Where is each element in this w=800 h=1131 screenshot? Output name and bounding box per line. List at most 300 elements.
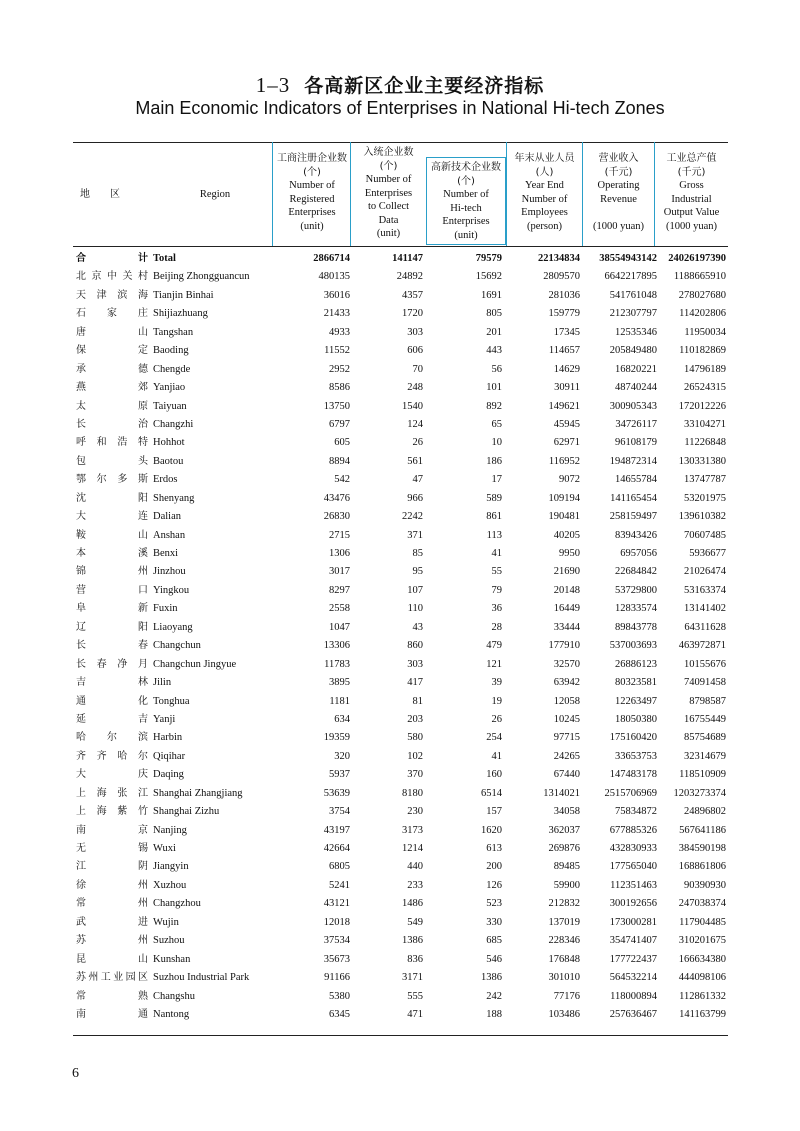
output-cell: 21026474 [684, 566, 726, 578]
employees-cell: 1314021 [543, 787, 580, 799]
revenue-cell: 2515706969 [604, 787, 657, 799]
revenue-cell: 22684842 [615, 566, 657, 578]
header-collected: 入统企业数 (个) Number of Enterprises to Collect Data (unit) [363, 147, 414, 239]
region-en-cell: Tangshan [153, 326, 194, 338]
revenue-cell: 677885326 [609, 824, 657, 836]
employees-cell: 34058 [553, 806, 580, 818]
region-cn-cell: 徐 州 [76, 879, 148, 891]
output-cell: 24026197390 [668, 253, 726, 264]
table-row [73, 379, 728, 397]
hitech-cell: 188 [486, 1008, 502, 1020]
hitech-cell: 254 [486, 732, 502, 744]
hitech-cell: 685 [486, 935, 502, 947]
region-en-cell: Tianjin Binhai [153, 289, 214, 301]
output-cell: 114202806 [679, 308, 726, 320]
hitech-cell: 79579 [475, 253, 502, 264]
registered-cell: 43121 [323, 898, 350, 910]
region-en-cell: Total [153, 253, 176, 264]
table-row [73, 748, 728, 766]
output-cell: 1203273374 [673, 787, 726, 799]
employees-cell: 17345 [553, 326, 580, 338]
table-row [73, 988, 728, 1006]
employees-cell: 109194 [548, 492, 580, 504]
region-en-cell: Anshan [153, 529, 186, 541]
region-cn-cell: 合 计 [76, 253, 148, 264]
region-en-cell: Changchun [153, 640, 201, 652]
region-en-cell: Jilin [153, 677, 172, 689]
output-cell: 463972871 [678, 640, 726, 652]
hitech-cell: 26 [491, 713, 502, 725]
revenue-cell: 14655784 [615, 474, 657, 486]
region-en-cell: Xuzhou [153, 879, 187, 891]
region-en-cell: Suzhou [153, 935, 185, 947]
table-row [73, 434, 728, 452]
region-en-cell: Benxi [153, 548, 179, 559]
hitech-cell: 126 [486, 879, 502, 891]
output-cell: 139610382 [678, 511, 726, 523]
employees-cell: 12058 [553, 695, 580, 707]
collected-cell: 580 [407, 732, 423, 744]
table-row [73, 674, 728, 692]
registered-cell: 3754 [329, 806, 350, 818]
table-bottom-rule [73, 1035, 728, 1036]
registered-cell: 2558 [329, 603, 350, 615]
region-en-cell: Suzhou Industrial Park [153, 972, 250, 984]
region-cn-cell: 鄂尔多斯 [76, 474, 148, 486]
region-en-cell: Shenyang [153, 492, 195, 504]
region-cn-cell: 呼和浩特 [76, 437, 148, 449]
table-row [73, 729, 728, 747]
employees-cell: 159779 [548, 308, 580, 320]
employees-cell: 114657 [548, 345, 580, 357]
table-row [73, 656, 728, 674]
revenue-cell: 12535346 [615, 326, 657, 338]
employees-cell: 362037 [548, 824, 580, 836]
revenue-cell: 12833574 [615, 603, 657, 615]
output-cell: 172012226 [678, 400, 726, 412]
table-top-rule [73, 142, 728, 143]
output-cell: 110182869 [679, 345, 726, 357]
revenue-cell: 258159497 [609, 511, 657, 523]
region-en-cell: Shanghai Zizhu [153, 806, 220, 818]
region-cn-cell: 阜 新 [76, 603, 148, 615]
employees-cell: 177910 [548, 640, 580, 652]
employees-cell: 212832 [548, 898, 580, 910]
region-en-cell: Fuxin [153, 603, 178, 615]
hitech-cell: 55 [491, 566, 502, 578]
table-row [73, 582, 728, 600]
output-cell: 444098106 [678, 972, 726, 984]
employees-cell: 301010 [548, 972, 580, 984]
table-row [73, 545, 728, 563]
registered-cell: 2866714 [313, 253, 350, 264]
collected-cell: 26 [412, 437, 423, 449]
output-cell: 130331380 [678, 455, 726, 467]
table-header-rule [73, 246, 728, 247]
header-region-en: Region [199, 189, 231, 200]
output-cell: 247038374 [678, 898, 726, 910]
region-en-cell: Yanji [153, 713, 176, 725]
revenue-cell: 205849480 [609, 345, 657, 357]
employees-cell: 281036 [548, 289, 580, 301]
revenue-cell: 12263497 [615, 695, 657, 707]
output-cell: 13747787 [684, 474, 726, 486]
region-cn-cell: 燕 郊 [76, 382, 148, 394]
collected-cell: 141147 [392, 253, 423, 264]
hitech-cell: 1620 [481, 824, 502, 836]
hitech-cell: 41 [491, 548, 502, 559]
region-en-cell: Yingkou [153, 584, 190, 596]
region-en-cell: Yanjiao [153, 382, 186, 394]
employees-cell: 9072 [559, 474, 580, 486]
table-row [73, 508, 728, 526]
revenue-cell: 212307797 [609, 308, 657, 320]
table-row [73, 932, 728, 950]
region-cn-cell: 武 进 [76, 916, 148, 928]
output-cell: 85754689 [684, 732, 726, 744]
collected-cell: 440 [407, 861, 423, 873]
registered-cell: 26830 [323, 511, 350, 523]
region-en-cell: Wuxi [153, 843, 176, 854]
hitech-cell: 523 [486, 898, 502, 910]
collected-cell: 4357 [402, 289, 423, 301]
revenue-cell: 257636467 [609, 1008, 657, 1020]
collected-cell: 471 [407, 1008, 423, 1020]
collected-cell: 836 [407, 953, 423, 965]
collected-cell: 561 [407, 455, 423, 467]
output-cell: 567641186 [679, 824, 726, 836]
hitech-cell: 1386 [481, 972, 502, 984]
revenue-cell: 141165454 [610, 492, 657, 504]
revenue-cell: 175160420 [609, 732, 657, 744]
employees-cell: 62971 [553, 437, 580, 449]
output-cell: 118510909 [679, 769, 726, 781]
output-cell: 11950034 [684, 326, 726, 338]
collected-cell: 124 [407, 418, 423, 430]
region-en-cell: Hohhot [153, 437, 185, 449]
employees-cell: 149621 [548, 400, 580, 412]
hitech-cell: 443 [486, 345, 502, 357]
collected-cell: 303 [407, 658, 423, 670]
region-en-cell: Changchun Jingyue [153, 658, 237, 670]
registered-cell: 42664 [323, 843, 350, 854]
revenue-cell: 300905343 [609, 400, 657, 412]
region-en-cell: Shanghai Zhangjiang [153, 787, 243, 799]
revenue-cell: 34726117 [615, 418, 657, 430]
registered-cell: 8297 [329, 584, 350, 596]
revenue-cell: 147483178 [609, 769, 657, 781]
region-en-cell: Nanjing [153, 824, 187, 836]
employees-cell: 137019 [548, 916, 580, 928]
hitech-cell: 79 [491, 584, 502, 596]
collected-cell: 102 [407, 750, 423, 762]
collected-cell: 248 [407, 382, 423, 394]
employees-cell: 103486 [548, 1008, 580, 1020]
registered-cell: 8586 [329, 382, 350, 394]
registered-cell: 11783 [324, 658, 350, 670]
output-cell: 24896802 [684, 806, 726, 818]
region-cn-cell: 无 锡 [76, 843, 148, 854]
output-cell: 14796189 [684, 363, 726, 375]
region-cn-cell: 吉 林 [76, 677, 148, 689]
output-cell: 5936677 [689, 548, 726, 559]
hitech-cell: 861 [486, 511, 502, 523]
registered-cell: 13750 [323, 400, 350, 412]
registered-cell: 4933 [329, 326, 350, 338]
region-en-cell: Baoding [153, 345, 189, 357]
table-row [73, 785, 728, 803]
revenue-cell: 48740244 [615, 382, 657, 394]
revenue-cell: 26886123 [615, 658, 657, 670]
region-en-cell: Kunshan [153, 953, 191, 965]
revenue-cell: 80323581 [615, 677, 657, 689]
region-cn-cell: 锦 州 [76, 566, 148, 578]
employees-cell: 24265 [553, 750, 580, 762]
table-row [73, 637, 728, 655]
output-cell: 117904485 [679, 916, 726, 928]
collected-cell: 549 [407, 916, 423, 928]
region-cn-cell: 天津滨海 [76, 289, 148, 301]
table-row [73, 305, 728, 323]
revenue-cell: 432830933 [609, 843, 657, 854]
table-row [73, 600, 728, 618]
registered-cell: 13306 [323, 640, 350, 652]
table-row [73, 361, 728, 379]
table-body [73, 250, 728, 1024]
output-cell: 11226848 [684, 437, 726, 449]
revenue-cell: 300192656 [609, 898, 657, 910]
revenue-cell: 38554943142 [599, 253, 657, 264]
revenue-cell: 118000894 [610, 990, 657, 1002]
output-cell: 310201675 [678, 935, 726, 947]
region-cn-cell: 北京中关村 [76, 271, 148, 283]
employees-cell: 67440 [553, 769, 580, 781]
region-cn-cell: 营 口 [76, 584, 148, 596]
output-cell: 32314679 [684, 750, 726, 762]
table-row [73, 416, 728, 434]
collected-cell: 24892 [396, 271, 423, 283]
collected-cell: 860 [407, 640, 423, 652]
revenue-cell: 6957056 [620, 548, 657, 559]
table-row [73, 268, 728, 286]
region-cn-cell: 鞍 山 [76, 529, 148, 541]
page-number: 6 [72, 1066, 79, 1081]
employees-cell: 20148 [553, 584, 580, 596]
region-en-cell: Daqing [153, 769, 184, 781]
output-cell: 64311628 [684, 621, 726, 633]
region-en-cell: Wujin [153, 916, 179, 928]
employees-cell: 77176 [553, 990, 580, 1002]
region-cn-cell: 昆 山 [76, 953, 148, 965]
revenue-cell: 6642217895 [604, 271, 657, 283]
hitech-cell: 65 [491, 418, 502, 430]
table-row [73, 766, 728, 784]
hitech-cell: 613 [486, 843, 502, 854]
hitech-cell: 200 [486, 861, 502, 873]
registered-cell: 21433 [323, 308, 350, 320]
registered-cell: 43197 [323, 824, 350, 836]
employees-cell: 33444 [553, 621, 580, 633]
employees-cell: 176848 [548, 953, 580, 965]
region-cn-cell: 大 连 [76, 511, 148, 523]
revenue-cell: 177722437 [609, 953, 657, 965]
hitech-cell: 17 [491, 474, 502, 486]
region-cn-cell: 上海张江 [76, 787, 148, 799]
employees-cell: 89485 [553, 861, 580, 873]
collected-cell: 70 [412, 363, 423, 375]
table-number: 1–3 [255, 73, 291, 97]
region-cn-cell: 大 庆 [76, 769, 148, 781]
registered-cell: 1047 [329, 621, 350, 633]
collected-cell: 606 [407, 345, 423, 357]
region-en-cell: Jiangyin [153, 861, 189, 873]
hitech-cell: 113 [486, 529, 502, 541]
table-row [73, 803, 728, 821]
table-title-cn [0, 71, 800, 98]
region-cn-cell: 太 原 [76, 400, 148, 412]
output-cell: 384590198 [678, 843, 726, 854]
region-cn-cell: 包 头 [76, 455, 148, 467]
collected-cell: 85 [412, 548, 423, 559]
hitech-cell: 41 [491, 750, 502, 762]
revenue-cell: 75834872 [615, 806, 657, 818]
table-row [73, 490, 728, 508]
table-row [73, 453, 728, 471]
employees-cell: 14629 [553, 363, 580, 375]
collected-cell: 1386 [402, 935, 423, 947]
table-row [73, 527, 728, 545]
header-output: 工业总产值 (千元) Gross Industrial Output Value (1000 yuan) [663, 153, 720, 232]
region-cn-cell: 通 化 [76, 695, 148, 707]
collected-cell: 107 [407, 584, 423, 596]
output-cell: 90390930 [684, 879, 726, 891]
table-title-en: Main Economic Indicators of Enterprises in National Hi-tech Zones [135, 98, 665, 118]
output-cell: 33104271 [684, 418, 726, 430]
hitech-cell: 589 [486, 492, 502, 504]
output-cell: 1188665910 [673, 271, 726, 283]
registered-cell: 53639 [323, 787, 350, 799]
hitech-cell: 19 [491, 695, 502, 707]
region-en-cell: Liaoyang [153, 621, 193, 633]
registered-cell: 605 [334, 437, 350, 449]
registered-cell: 36016 [323, 289, 350, 301]
hitech-cell: 892 [486, 400, 502, 412]
table-row [73, 287, 728, 305]
employees-cell: 30911 [554, 382, 580, 394]
region-en-cell: Changzhi [153, 418, 194, 430]
output-cell: 10155676 [684, 658, 726, 670]
registered-cell: 6797 [329, 418, 350, 430]
region-en-cell: Nantong [153, 1008, 190, 1020]
region-cn-cell: 常 熟 [76, 990, 148, 1002]
region-cn-cell: 沈 阳 [76, 492, 148, 504]
output-cell: 13141402 [684, 603, 726, 615]
revenue-cell: 194872314 [609, 455, 657, 467]
table-row [73, 840, 728, 858]
registered-cell: 43476 [323, 492, 350, 504]
collected-cell: 43 [412, 621, 423, 633]
registered-cell: 634 [334, 713, 350, 725]
table-row [73, 693, 728, 711]
hitech-cell: 546 [486, 953, 502, 965]
collected-cell: 203 [407, 713, 423, 725]
registered-cell: 1306 [329, 548, 350, 559]
collected-cell: 230 [407, 806, 423, 818]
collected-cell: 3173 [402, 824, 423, 836]
registered-cell: 3895 [329, 677, 350, 689]
header-hitech: 高新技术企业数 (个) Number of Hi-tech Enterprises (unit) [431, 162, 501, 241]
revenue-cell: 177565040 [609, 861, 657, 873]
registered-cell: 91166 [324, 972, 350, 984]
hitech-cell: 10 [491, 437, 502, 449]
employees-cell: 21690 [553, 566, 580, 578]
collected-cell: 417 [407, 677, 423, 689]
region-cn-cell: 长 春 [76, 640, 148, 652]
registered-cell: 2952 [329, 363, 350, 375]
hitech-cell: 39 [491, 677, 502, 689]
region-cn-cell: 苏州工业园区 [76, 972, 148, 984]
collected-cell: 8180 [402, 787, 423, 799]
registered-cell: 37534 [323, 935, 350, 947]
region-en-cell: Dalian [153, 511, 181, 523]
registered-cell: 542 [334, 474, 350, 486]
region-en-cell: Changzhou [153, 898, 201, 910]
table-row [73, 969, 728, 987]
collected-cell: 1540 [402, 400, 423, 412]
region-cn-cell: 南 京 [76, 824, 148, 836]
employees-cell: 228346 [548, 935, 580, 947]
revenue-cell: 96108179 [615, 437, 657, 449]
region-cn-cell: 上海紫竹 [76, 806, 148, 818]
hitech-cell: 805 [486, 308, 502, 320]
header-region-cn: 地 区 [80, 189, 120, 200]
revenue-cell: 354741407 [609, 935, 657, 947]
output-cell: 112861332 [679, 990, 726, 1002]
table-row [73, 895, 728, 913]
region-cn-cell: 江 阴 [76, 861, 148, 873]
region-en-cell: Beijing Zhongguancun [153, 271, 250, 283]
registered-cell: 3017 [329, 566, 350, 578]
region-en-cell: Chengde [153, 363, 191, 375]
revenue-cell: 18050380 [615, 713, 657, 725]
hitech-cell: 330 [486, 916, 502, 928]
revenue-cell: 89843778 [615, 621, 657, 633]
region-en-cell: Erdos [153, 474, 178, 486]
output-cell: 53163374 [684, 584, 726, 596]
hitech-cell: 160 [486, 769, 502, 781]
hitech-cell: 6514 [481, 787, 502, 799]
employees-cell: 116952 [548, 455, 580, 467]
registered-cell: 11552 [324, 345, 350, 357]
employees-cell: 40205 [553, 529, 580, 541]
collected-cell: 47 [412, 474, 423, 486]
table-row [73, 619, 728, 637]
employees-cell: 9950 [559, 548, 580, 559]
employees-cell: 10245 [553, 713, 580, 725]
region-cn-cell: 长 治 [76, 418, 148, 430]
revenue-cell: 541761048 [609, 289, 657, 301]
collected-cell: 110 [407, 603, 423, 615]
collected-cell: 555 [407, 990, 423, 1002]
hitech-cell: 1691 [481, 289, 502, 301]
employees-cell: 22134834 [538, 253, 580, 264]
revenue-cell: 173000281 [609, 916, 657, 928]
hitech-cell: 242 [486, 990, 502, 1002]
table-row [73, 471, 728, 489]
employees-cell: 63942 [553, 677, 580, 689]
collected-cell: 95 [412, 566, 423, 578]
registered-cell: 8894 [329, 455, 350, 467]
